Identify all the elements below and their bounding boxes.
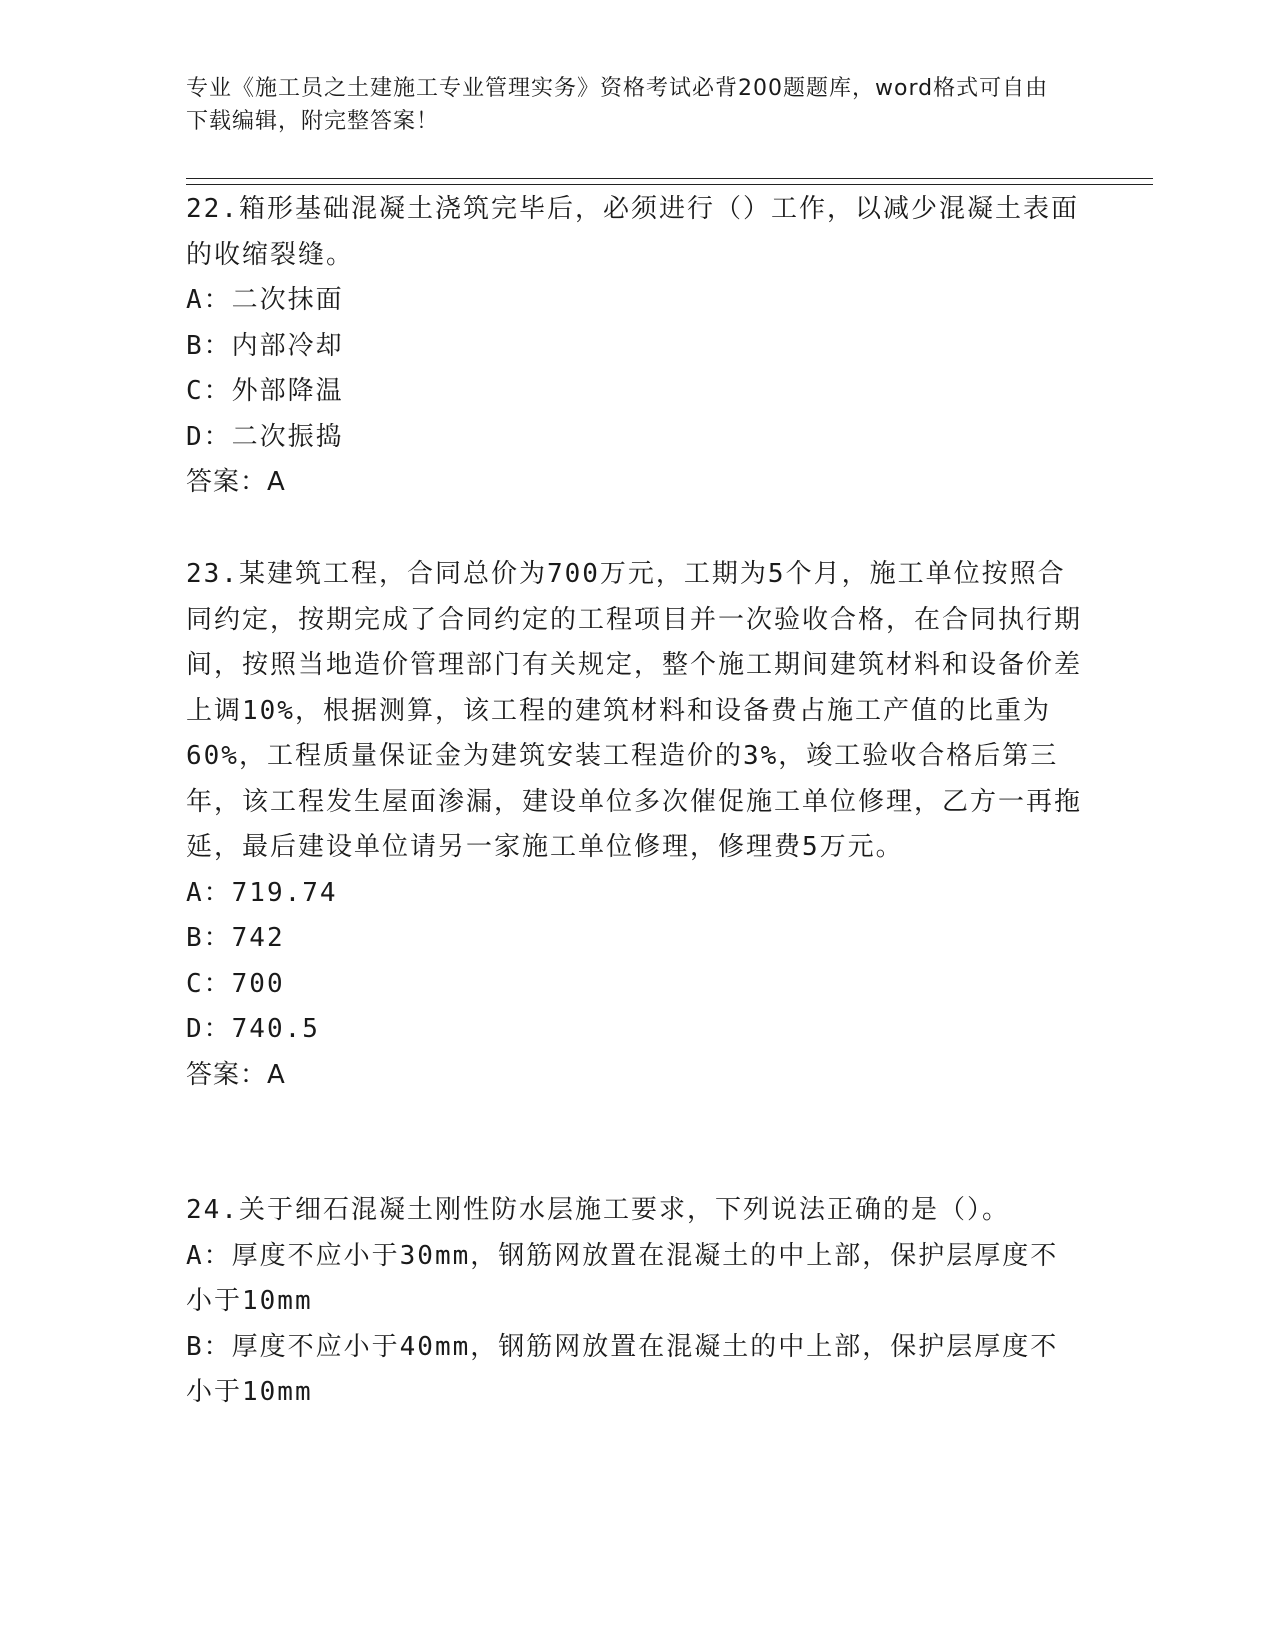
- question-23: [186, 552, 1086, 1098]
- option-a: A：719.74: [186, 877, 338, 908]
- question-stem: 23.某建筑工程，合同总价为700万元，工期为5个月，施工单位按照合同约定，按期完成了合同约定的工程项目并一次验收合格，在合同执行期间，按照当地造价管理部门有关规定，整个施工期间建筑材料和设备价差上调10%，根据测算，该工程的建筑材料和设备费占施工产值的比重为60%，工程质量保证金为建筑安装工程造价的3%，竣工验收合格后第三年，该工程发生屋面渗漏，建设单位多次催促施工单位修理，乙方一再拖延，最后建设单位请另一家施工单位修理，修理费5万元。: [186, 559, 1083, 862]
- option-c: C：外部降温: [186, 376, 344, 406]
- option-b: B：742: [186, 923, 285, 953]
- answer: 答案：A: [186, 467, 286, 497]
- option-a: A：厚度不应小于30mm，钢筋网放置在混凝土的中上部，保护层厚度不小于10mm: [186, 1240, 1059, 1316]
- question-stem: 24.关于细石混凝土刚性防水层施工要求，下列说法正确的是（）。: [186, 1195, 1010, 1225]
- question-24: [186, 1188, 1086, 1416]
- option-b: B：厚度不应小于40mm，钢筋网放置在混凝土的中上部，保护层厚度不小于10mm: [186, 1331, 1059, 1407]
- question-stem: 22.箱形基础混凝土浇筑完毕后，必须进行（）工作，以减少混凝土表面的收缩裂缝。: [186, 194, 1079, 270]
- option-b: B：内部冷却: [186, 330, 344, 361]
- header-divider-bottom: [186, 184, 1153, 185]
- option-a: A：二次抹面: [186, 285, 344, 315]
- header-divider-top: [186, 178, 1153, 179]
- question-22: [186, 187, 1086, 506]
- answer: 答案：A: [186, 1059, 286, 1090]
- document-header: 专业《施工员之土建施工专业管理实务》资格考试必背200题题库，word格式可自由下载编辑，附完整答案！: [186, 76, 1049, 134]
- option-d: D：二次振捣: [186, 421, 344, 452]
- option-d: D：740.5: [186, 1014, 320, 1044]
- option-c: C：700: [186, 968, 285, 999]
